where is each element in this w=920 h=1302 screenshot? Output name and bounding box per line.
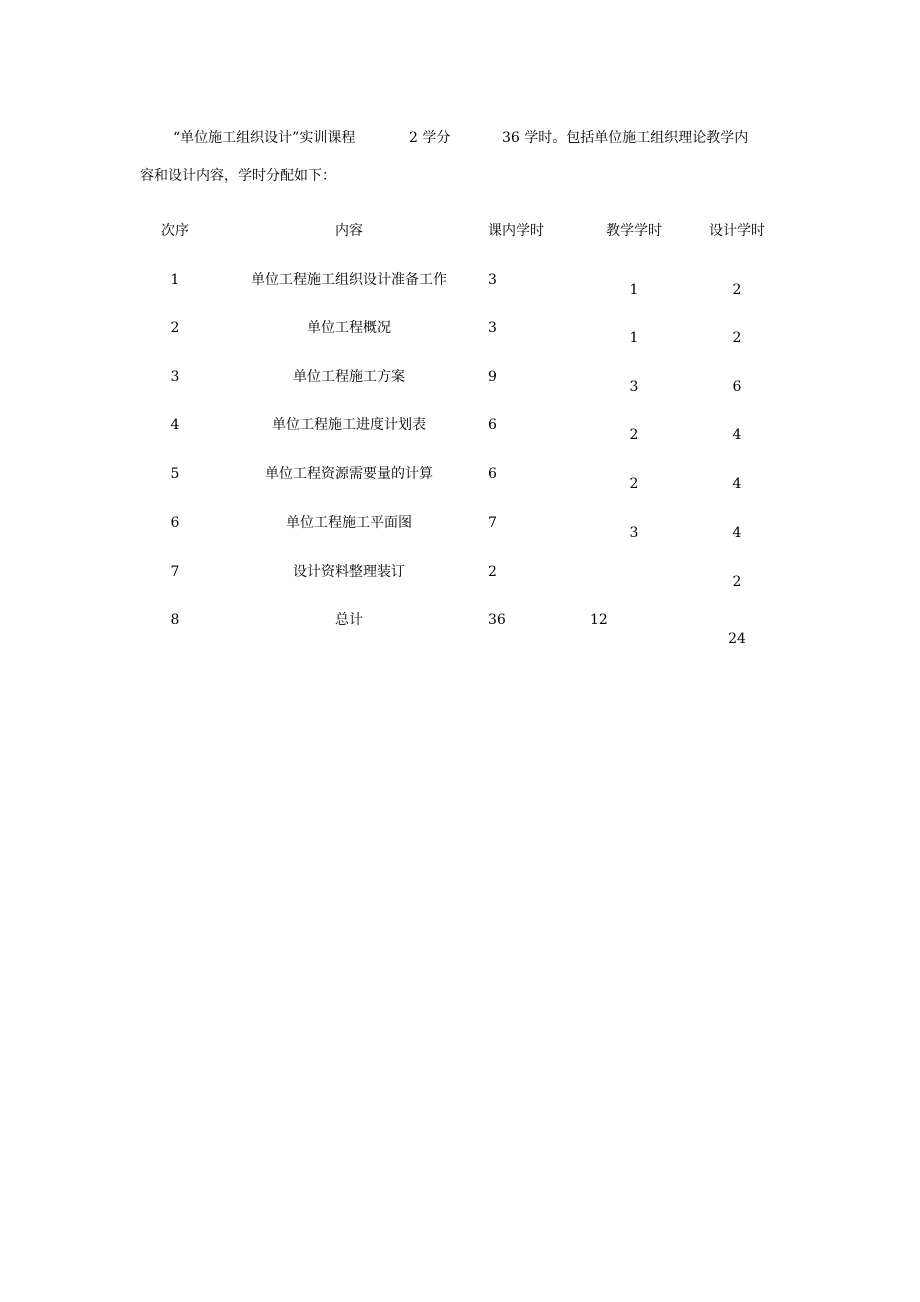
cell-content: 单位工程概况: [307, 320, 391, 336]
cell-order: 5: [170, 466, 180, 482]
cell-teaching-hours: 1: [629, 330, 639, 346]
cell-content: 设计资料整理装订: [293, 564, 405, 580]
cell-order: 7: [170, 564, 180, 580]
cell-design-hours: 2: [732, 330, 742, 346]
cell-order: 8: [170, 612, 180, 628]
cell-teaching-hours: 2: [629, 476, 639, 492]
cell-class-hours: 7: [488, 515, 497, 531]
cell-teaching-hours: 2: [629, 427, 639, 443]
cell-class-hours: 3: [488, 320, 497, 336]
cell-content: 单位工程施工平面图: [286, 515, 412, 531]
cell-class-hours: 6: [488, 417, 497, 433]
cell-class-hours: 36: [488, 612, 506, 628]
header-class-hours: 课内学时: [488, 223, 544, 239]
header-content: 内容: [335, 223, 363, 239]
cell-order: 4: [170, 417, 180, 433]
cell-design-hours: 2: [732, 282, 742, 298]
intro-credits: 2 学分: [409, 130, 451, 146]
cell-design-hours: 24: [728, 631, 746, 647]
header-teaching-hours: 教学学时: [606, 223, 662, 239]
cell-teaching-hours: 12: [590, 612, 608, 628]
intro-hours: 36 学时。包括单位施工组织理论教学内: [502, 130, 749, 146]
cell-content: 单位工程施工组织设计准备工作: [251, 272, 447, 288]
cell-order: 3: [170, 369, 180, 385]
cell-class-hours: 3: [488, 272, 497, 288]
cell-content: 单位工程施工方案: [293, 369, 405, 385]
cell-teaching-hours: 3: [629, 525, 639, 541]
intro-course-name: “单位施工组织设计”实训课程: [173, 130, 356, 146]
cell-order: 1: [170, 272, 180, 288]
cell-content: 单位工程资源需要量的计算: [265, 466, 433, 482]
cell-design-hours: 2: [732, 574, 742, 590]
cell-class-hours: 9: [488, 369, 497, 385]
header-order: 次序: [161, 223, 189, 239]
cell-design-hours: 4: [732, 427, 742, 443]
cell-order: 6: [170, 515, 180, 531]
cell-content: 单位工程施工进度计划表: [272, 417, 426, 433]
cell-teaching-hours: 3: [629, 379, 639, 395]
cell-order: 2: [170, 320, 180, 336]
header-design-hours: 设计学时: [709, 223, 765, 239]
intro-paragraph-line-2: 容和设计内容，学时分配如下：: [140, 168, 336, 184]
cell-class-hours: 2: [488, 564, 497, 580]
cell-content: 总计: [335, 612, 363, 628]
cell-design-hours: 6: [732, 379, 742, 395]
cell-design-hours: 4: [732, 476, 742, 492]
cell-design-hours: 4: [732, 525, 742, 541]
cell-class-hours: 6: [488, 466, 497, 482]
cell-teaching-hours: 1: [629, 282, 639, 298]
